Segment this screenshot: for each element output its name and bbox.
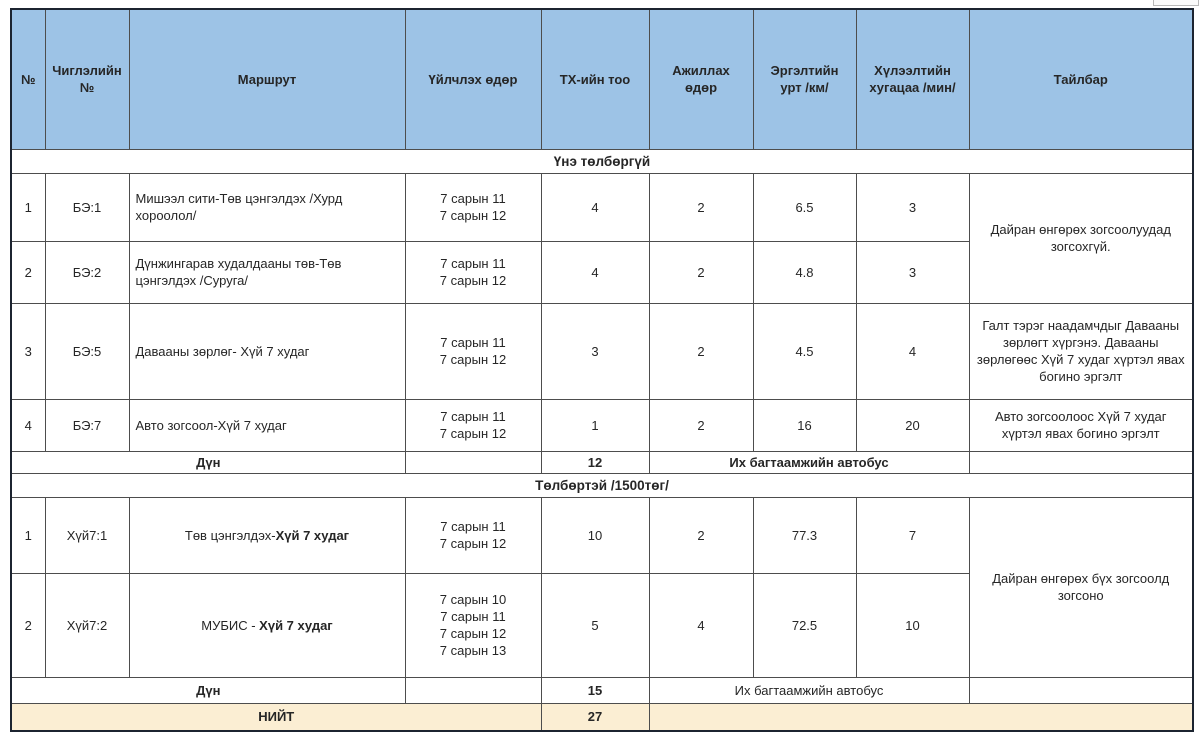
service-day-line: 7 сарын 11	[440, 256, 506, 271]
grand-total-empty	[649, 703, 1193, 731]
paid-total-empty-days	[405, 677, 541, 703]
cell-route	[129, 497, 405, 573]
cell-remark-shared: Дайран өнгөрөх зогсоолуудад зогсохгүй.	[969, 173, 1193, 303]
cell-work-days: 4	[649, 573, 753, 677]
cell-service-days	[405, 241, 541, 303]
service-day-line: 7 сарын 11	[440, 609, 506, 624]
cell-wait-time: 4	[856, 303, 969, 399]
cell-wait-time: 20	[856, 399, 969, 451]
cell-no: 1	[11, 497, 45, 573]
free-total-bus-type: Их багтаамжийн автобус	[649, 451, 969, 473]
cell-work-days: 2	[649, 399, 753, 451]
header-service-day: Үйлчлэх өдөр	[405, 9, 541, 149]
header-no: №	[11, 9, 45, 149]
route-bold-part: Хүй 7 худаг	[259, 617, 333, 633]
header-row	[11, 9, 1193, 149]
cell-remark: Галт тэрэг наадамчдыг Давааны зөрлөгт хүргэнэ. Давааны зөрлөгөөс Хүй 7 худаг хүртэл явах богино эргэлт	[969, 303, 1193, 399]
service-day-line: 7 сарын 12	[439, 352, 507, 367]
free-total-empty-remark	[969, 451, 1193, 473]
cell-work-days: 2	[649, 173, 753, 241]
header-vehicle-count: ТХ-ийн тоо	[541, 9, 649, 149]
free-total-vehicles: 12	[541, 451, 649, 473]
grand-total-label: НИЙТ	[11, 703, 541, 731]
cell-remark: Авто зогсоолоос Хүй 7 худаг хүртэл явах богино эргэлт	[969, 399, 1193, 451]
table-row-free-3	[11, 303, 1193, 399]
cell-no: 3	[11, 303, 45, 399]
cell-route-number: Хүй7:2	[45, 573, 129, 677]
cell-work-days: 2	[649, 303, 753, 399]
cell-route: Мишээл сити-Төв цэнгэлдэх /Хурд хороолол/	[129, 173, 405, 241]
header-route-number: Чиглэлийн №	[45, 9, 129, 149]
grand-total-vehicles: 27	[541, 703, 649, 731]
cell-vehicle-count: 1	[541, 399, 649, 451]
header-work-day: Ажиллах өдөр	[649, 9, 753, 149]
cell-loop-length: 72.5	[753, 573, 856, 677]
service-day-line: 7 сарын 11	[440, 409, 506, 424]
service-day-line: 7 сарын 11	[440, 335, 506, 350]
cell-no: 1	[11, 173, 45, 241]
cell-service-days	[405, 173, 541, 241]
cell-vehicle-count: 10	[541, 497, 649, 573]
free-total-empty-days	[405, 451, 541, 473]
route-prefix: МУБИС -	[201, 617, 260, 633]
cell-no: 2	[11, 241, 45, 303]
cell-remark-shared: Дайран өнгөрөх бүх зогсоолд зогсоно	[969, 497, 1193, 677]
cell-route	[129, 573, 405, 677]
cell-no: 2	[11, 573, 45, 677]
service-day-line: 7 сарын 12	[439, 426, 507, 441]
header-remarks: Тайлбар	[969, 9, 1193, 149]
cell-loop-length: 4.5	[753, 303, 856, 399]
free-section-title: Үнэ төлбөргүй	[11, 149, 1193, 173]
cell-service-days	[405, 303, 541, 399]
cell-service-days	[405, 573, 541, 677]
free-total-label: Дүн	[11, 451, 405, 473]
service-day-line: 7 сарын 12	[439, 626, 507, 641]
header-wait-time: Хүлээлтийн хугацаа /мин/	[856, 9, 969, 149]
cell-no: 4	[11, 399, 45, 451]
table-row-free-4	[11, 399, 1193, 451]
cell-vehicle-count: 4	[541, 173, 649, 241]
header-loop-length: Эргэлтийн урт /км/	[753, 9, 856, 149]
cell-route-number: Хүй7:1	[45, 497, 129, 573]
table-row-free-1	[11, 173, 1193, 241]
top-right-artifact	[1153, 0, 1199, 6]
cell-wait-time: 3	[856, 241, 969, 303]
bus-schedule-table	[10, 8, 1194, 732]
cell-route-number: БЭ:7	[45, 399, 129, 451]
paid-section-title: Төлбөртэй /1500төг/	[11, 473, 1193, 497]
cell-wait-time: 3	[856, 173, 969, 241]
cell-loop-length: 4.8	[753, 241, 856, 303]
paid-total-vehicles: 15	[541, 677, 649, 703]
paid-total-empty-remark	[969, 677, 1193, 703]
service-day-line: 7 сарын 13	[439, 643, 507, 658]
cell-vehicle-count: 3	[541, 303, 649, 399]
free-section-row	[11, 149, 1193, 173]
cell-route-number: БЭ:5	[45, 303, 129, 399]
cell-route-number: БЭ:2	[45, 241, 129, 303]
cell-work-days: 2	[649, 241, 753, 303]
cell-service-days	[405, 497, 541, 573]
paid-total-row	[11, 677, 1193, 703]
grand-total-row	[11, 703, 1193, 731]
paid-total-label: Дүн	[11, 677, 405, 703]
cell-wait-time: 7	[856, 497, 969, 573]
free-total-row	[11, 451, 1193, 473]
cell-route: Дүнжингарав худалдааны төв-Төв цэнгэлдэх /Суруга/	[129, 241, 405, 303]
cell-wait-time: 10	[856, 573, 969, 677]
service-day-line: 7 сарын 12	[439, 208, 507, 223]
service-day-line: 7 сарын 12	[439, 273, 507, 288]
service-day-line: 7 сарын 11	[440, 191, 506, 206]
paid-total-bus-type: Их багтаамжийн автобус	[649, 677, 969, 703]
service-day-line: 7 сарын 10	[439, 592, 507, 607]
header-route: Маршрут	[129, 9, 405, 149]
cell-work-days: 2	[649, 497, 753, 573]
cell-route: Давааны зөрлөг- Хүй 7 худаг	[129, 303, 405, 399]
paid-section-row	[11, 473, 1193, 497]
service-day-line: 7 сарын 12	[439, 536, 507, 551]
service-day-line: 7 сарын 11	[440, 519, 506, 534]
cell-loop-length: 16	[753, 399, 856, 451]
cell-service-days	[405, 399, 541, 451]
cell-vehicle-count: 5	[541, 573, 649, 677]
route-prefix: Төв цэнгэлдэх-	[184, 527, 276, 543]
cell-vehicle-count: 4	[541, 241, 649, 303]
cell-loop-length: 77.3	[753, 497, 856, 573]
cell-route: Авто зогсоол-Хүй 7 худаг	[129, 399, 405, 451]
table-row-paid-1	[11, 497, 1193, 573]
cell-loop-length: 6.5	[753, 173, 856, 241]
route-bold-part: Хүй 7 худаг	[275, 527, 350, 543]
cell-route-number: БЭ:1	[45, 173, 129, 241]
